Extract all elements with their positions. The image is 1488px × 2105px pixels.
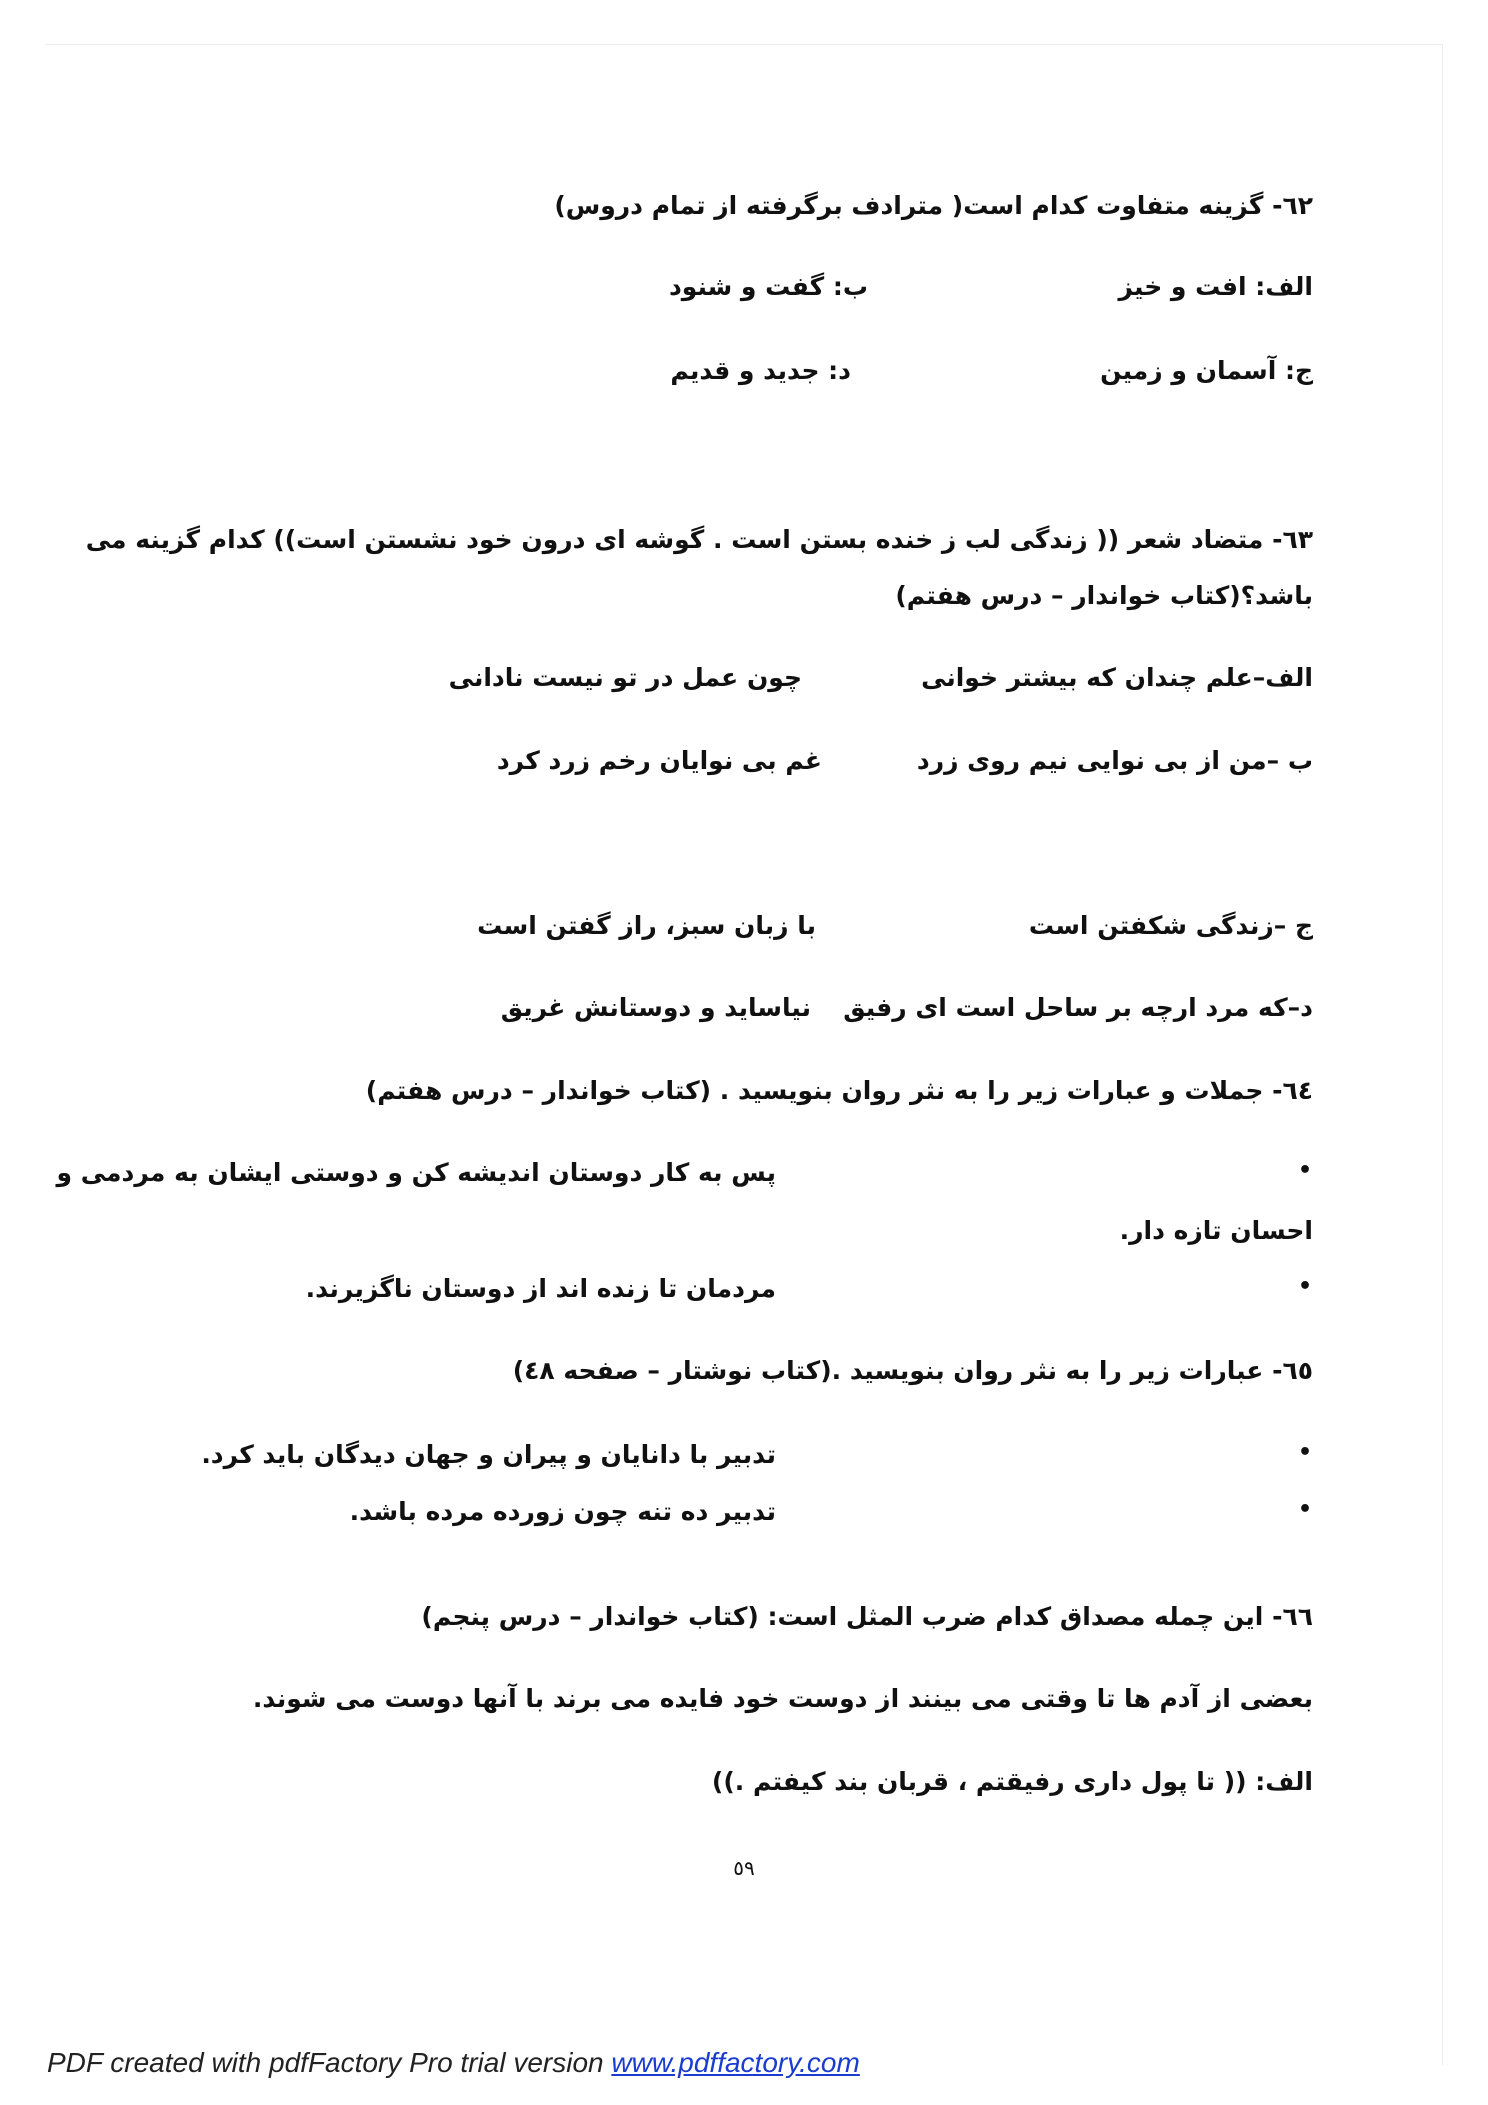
q64-item1-line2: احسان تازه دار. [1119,1216,1313,1245]
q62-option-d: د: جدید و قدیم [670,356,851,385]
page-number: ٥٩ [733,1856,755,1880]
page-border-top [45,44,1443,45]
q63-option-a-hemistich1: الف–علم چندان که بیشتر خوانی [921,663,1313,692]
q65-item1: تدبیر با دانایان و پیران و جهان دیدگان باید کرد. [201,1440,776,1469]
q62-option-c: ج: آسمان و زمین [1100,356,1313,385]
bullet-icon: • [1298,1440,1313,1465]
q64-title: ٦٤- جملات و عبارات زیر را به نثر روان بنویسید . (کتاب خواندار – درس هفتم) [365,1076,1313,1105]
q63-title-line2: باشد؟(کتاب خواندار – درس هفتم) [895,581,1313,610]
q63-option-b-hemistich1: ب –من از بی نوایی نیم روی زرد [916,746,1313,775]
q65-item2: تدبیر ده تنه چون زورده مرده باشد. [349,1497,776,1526]
q63-option-c-hemistich1: ج –زندگی شکفتن است [1028,911,1313,940]
bullet-icon: • [1298,1158,1313,1183]
q66-title: ٦٦- این چمله مصداق کدام ضرب المثل است: (کتاب خواندار – درس پنجم) [421,1602,1313,1631]
q62-title: ٦٢- گزینه متفاوت کدام است( مترادف برگرفته از تمام دروس) [554,191,1313,220]
q63-title-line1: ٦٣- متضاد شعر (( زندگی لب ز خنده بستن است . گوشه ای درون خود نشستن است)) کدام گزینه می [85,525,1313,554]
q65-title: ٦٥- عبارات زیر را به نثر روان بنویسید .(کتاب نوشتار – صفحه ٤٨) [512,1356,1313,1385]
pdf-footer [47,2047,860,2079]
q62-option-a: الف: افت و خیز [1118,272,1313,301]
q66-body: بعضی از آدم ها تا وقتی می بینند از دوست خود فایده می برند با آنها دوست می شوند. [252,1684,1313,1713]
q64-item2: مردمان تا زنده اند از دوستان ناگزیرند. [305,1274,776,1303]
q66-option-a: الف: (( تا پول داری رفیقتم ، قربان بند کیفتم .)) [711,1767,1313,1796]
q63-option-d-hemistich1: د–که مرد ارچه بر ساحل است ای رفیق [843,993,1313,1022]
bullet-icon: • [1298,1497,1313,1522]
bullet-icon: • [1298,1274,1313,1299]
q63-option-a-hemistich2: چون عمل در تو نیست نادانی [448,663,802,692]
footer-text: PDF created with pdfFactory Pro trial version [47,2047,612,2078]
footer-link[interactable]: www.pdffactory.com [611,2047,860,2078]
q63-option-d-hemistich2: نیاساید و دوستانش غریق [500,993,811,1022]
q64-item1-line1: پس به کار دوستان اندیشه کن و دوستی ایشان به مردمی و [56,1158,776,1187]
q63-option-c-hemistich2: با زبان سبز، راز گفتن است [477,911,816,940]
page-border-right [1442,44,1443,2065]
q62-option-b: ب: گفت و شنود [668,272,868,301]
q63-option-b-hemistich2: غم بی نوایان رخم زرد کرد [496,746,822,775]
